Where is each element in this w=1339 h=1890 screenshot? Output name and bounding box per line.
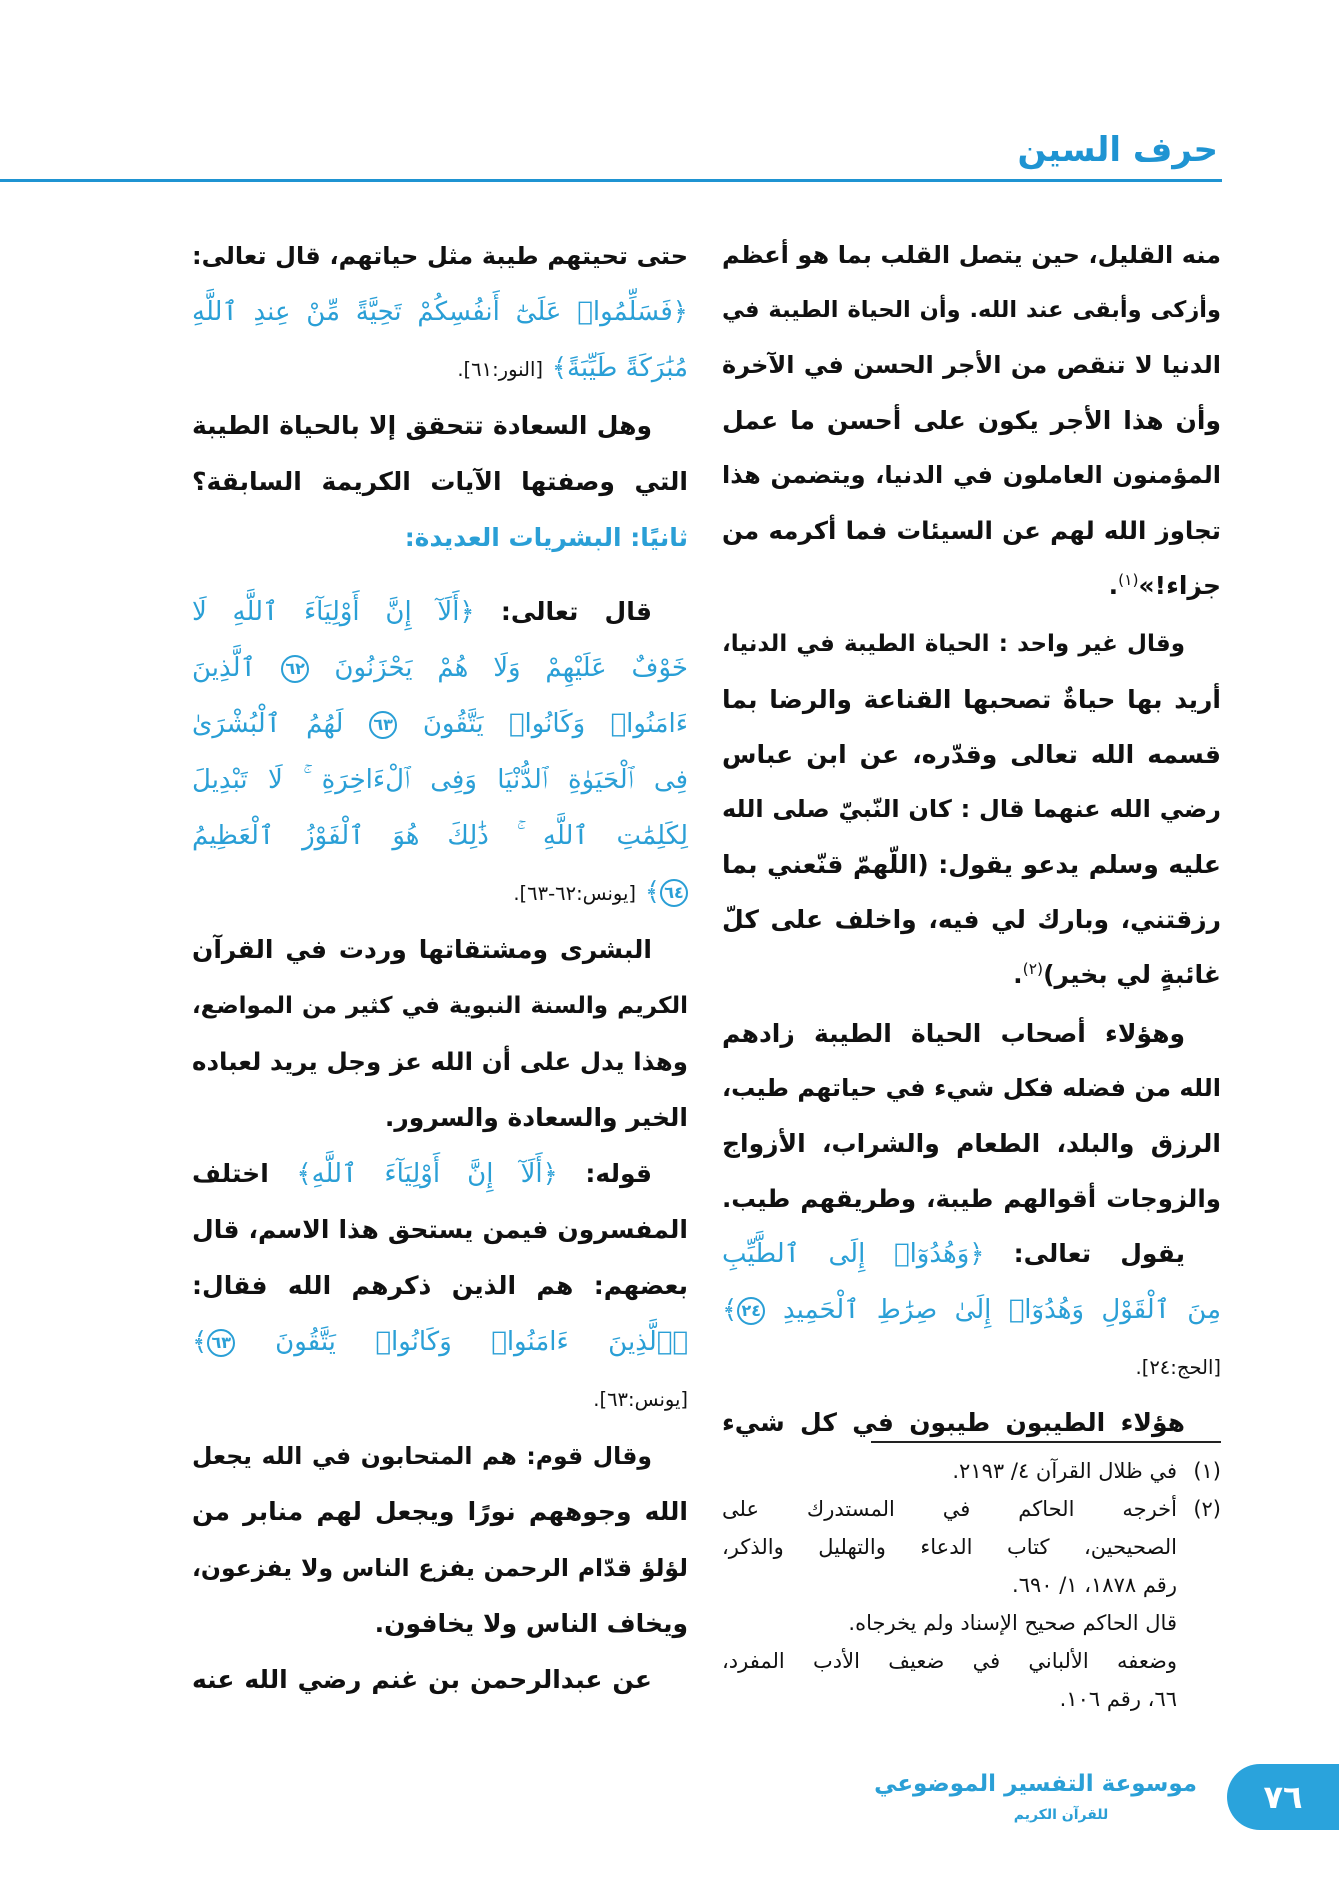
- text-line: [192, 1314, 688, 1370]
- text-line: [192, 1370, 688, 1428]
- body-text: غائبةٍ لي بخير): [1043, 960, 1221, 989]
- text-line: الدنيا لا تنقص من الأجر الحسن في الآخرة: [722, 351, 1221, 379]
- footnote-line: الصحيحين، كتاب الدعاء والتهليل والذكر،: [722, 1535, 1177, 1559]
- body-text: جزاء!»: [1138, 571, 1221, 600]
- text-line: الرزق والبلد، الطعام والشراب، الأزواج: [722, 1129, 1221, 1158]
- section-title: حرف السين: [1017, 130, 1218, 170]
- text-line: منه القليل، حين يتصل القلب بما هو أعظم: [722, 241, 1221, 269]
- footnote-line: قال الحاكم صحيح الإسناد ولم يخرجاه.: [848, 1611, 1177, 1635]
- text-line: [192, 808, 688, 864]
- text-line: [722, 1282, 1221, 1338]
- text-line: [192, 1146, 688, 1202]
- footnote-line: رقم ١٨٧٨، ١/ ٦٩٠.: [1012, 1573, 1177, 1597]
- text-line: وقال غير واحد : الحياة الطيبة في الدنيا،: [722, 631, 1185, 657]
- text-line: [722, 1338, 1221, 1395]
- text-line: [192, 864, 688, 922]
- quran-verse: مِنَ ٱلْقَوْلِ وَهُدُوٓا۟ إِلَىٰ صِرَٰطِ ٱلْحَمِيدِ: [783, 1295, 1221, 1325]
- text-line: عن عبدالرحمن بن غنم رضي الله عنه: [192, 1665, 652, 1694]
- verse-number: ٦٤: [660, 879, 688, 907]
- footnote-number: (٢): [1193, 1497, 1221, 1521]
- body-text: اختلف: [192, 1159, 269, 1188]
- text-line: تجاوز الله لهم عن السيئات فما أكرمه من: [722, 516, 1221, 545]
- text-line: وهل السعادة تتحقق إلا بالحياة الطيبة: [192, 411, 652, 440]
- footnote-line: [722, 1490, 1221, 1528]
- text-line: [722, 947, 1221, 1006]
- text-line: [722, 1226, 1221, 1282]
- quran-verse: ﴿ٱلَّذِينَ ءَامَنُوا۟ وَكَانُوا۟ يَتَّقُونَ: [275, 1327, 688, 1357]
- footnote-number: (١): [1193, 1459, 1221, 1483]
- footnote-text: في ظلال القرآن ٤/ ٢١٩٣.: [952, 1459, 1177, 1483]
- text-line: [192, 752, 688, 808]
- body-text: قال تعالى:: [500, 597, 652, 626]
- text-line: بعضهم: هم الذين ذكرهم الله فقال:: [192, 1271, 688, 1300]
- citation: [النور:٦١].: [457, 358, 544, 381]
- verse-number: ٦٣: [207, 1329, 235, 1357]
- text-line: وهذا يدل على أن الله عز وجل يريد لعباده: [192, 1047, 688, 1076]
- text-line: هؤلاء الطيبون طيبون في كل شيء: [722, 1408, 1185, 1437]
- quran-verse: ﴿فَسَلِّمُوا۟ عَلَىٰٓ أَنفُسِكُمْ تَحِيَّةً مِّنْ عِندِ ٱللَّهِ: [192, 297, 688, 327]
- text-line: [192, 584, 688, 640]
- logo-subtitle: للقرآن الكريم: [1013, 1807, 1109, 1823]
- text-line: [722, 558, 1221, 617]
- footnote-line: [722, 1452, 1221, 1490]
- text-line: [192, 340, 688, 398]
- footnotes: [722, 1452, 1221, 1718]
- left-column: [192, 228, 688, 1708]
- footnote-text: أخرجه الحاكم في المستدرك على: [722, 1497, 1177, 1521]
- header-divider: [0, 179, 1222, 182]
- citation: [يونس:٦٣].: [593, 1388, 688, 1411]
- verse-number: ٢٤: [737, 1297, 765, 1325]
- text-line: لؤلؤ قدّام الرحمن يفزع الناس ولا يفزعون،: [192, 1554, 688, 1582]
- text-line: [192, 696, 688, 752]
- text-line: وهؤلاء أصحاب الحياة الطيبة زادهم: [722, 1019, 1185, 1048]
- text-line: البشرى ومشتقاتها وردت في القرآن: [192, 935, 652, 964]
- text-line: الله من فضله فكل شيء في حياتهم طيب،: [722, 1074, 1221, 1102]
- text-line: وأزكى وأبقى عند الله. وأن الحياة الطيبة في: [722, 297, 1221, 323]
- quran-verse: لَهُمُ ٱلْبُشْرَىٰ: [192, 709, 344, 739]
- text-line: عليه وسلم يدعو يقول: (اللّهمّ قنّعني بما: [722, 850, 1221, 879]
- page-number: ٧٦: [1227, 1764, 1339, 1830]
- quran-verse: ﴿أَلَآ إِنَّ أَوْلِيَآءَ ٱللَّهِ لَا: [192, 597, 475, 627]
- text-line: رزقتني، وبارك لي فيه، واخلف على كلّ: [722, 905, 1221, 934]
- footnote-marker: (١): [1118, 571, 1139, 590]
- quran-bracket: ﴾: [722, 1295, 738, 1325]
- text-line: الخير والسعادة والسرور.: [384, 1103, 688, 1132]
- text-line: [192, 640, 688, 696]
- right-column: [722, 228, 1221, 1450]
- text-line: التي وصفتها الآيات الكريمة السابقة؟: [192, 467, 688, 496]
- citation: [يونس:٦٢-٦٣].: [513, 882, 637, 905]
- text-line: حتى تحيتهم طيبة مثل حياتهم، قال تعالى:: [192, 242, 688, 270]
- quran-verse: ءَامَنُوا۟ وَكَانُوا۟ يَتَّقُونَ: [422, 709, 688, 739]
- text-line: والزوجات أقوالهم طيبة، وطريقهم طيب.: [722, 1184, 1221, 1213]
- quran-verse: خَوْفٌ عَلَيْهِمْ وَلَا هُمْ يَحْزَنُونَ: [334, 653, 688, 683]
- section-heading: ثانيًا: البشريات العديدة:: [404, 523, 688, 552]
- quran-verse: مُبَٰرَكَةً طَيِّبَةً﴾: [551, 353, 688, 383]
- text-line: أريد بها حياةٌ تصحبها القناعة والرضا بما: [722, 685, 1221, 714]
- text-line: المؤمنون العاملون في الدنيا، ويتضمن هذا: [722, 461, 1221, 489]
- footnote-marker: (٢): [1022, 960, 1044, 979]
- body-text: يقول تعالى:: [1013, 1239, 1185, 1268]
- logo-title: موسوعة التفسير الموضوعي: [874, 1771, 1197, 1797]
- quran-verse: فِى ٱلْحَيَوٰةِ ٱلدُّنْيَا وَفِى ٱلْءَاخِرَةِ ۚ لَا تَبْدِيلَ: [192, 765, 688, 795]
- quran-verse: لِكَلِمَٰتِ ٱللَّهِ ۚ ذَٰلِكَ هُوَ ٱلْفَوْزُ ٱلْعَظِيمُ: [192, 821, 688, 851]
- text-line: المفسرون فيمن يستحق هذا الاسم، قال: [192, 1215, 688, 1244]
- quran-verse: ﴿أَلَآ إِنَّ أَوْلِيَآءَ ٱللَّهِ﴾: [296, 1159, 558, 1189]
- citation: [الحج:٢٤].: [1135, 1356, 1221, 1379]
- body-text: .: [1013, 960, 1023, 989]
- text-line: وأن هذا الأجر يكون على أحسن ما عمل: [722, 406, 1221, 435]
- quran-verse: ﴿وَهُدُوٓا۟ إِلَى ٱلطَّيِّبِ: [722, 1239, 985, 1269]
- verse-number: ٦٣: [369, 711, 397, 739]
- footnote-divider: [871, 1441, 1221, 1443]
- quran-bracket: ﴾: [644, 877, 660, 907]
- footnote-line: ٦٦، رقم ١٠٦.: [1059, 1687, 1177, 1711]
- quran-bracket: ﴾: [192, 1327, 208, 1357]
- encyclopedia-logo: [874, 1764, 1197, 1826]
- text-line: رضي الله عنهما قال : كان النّبيّ صلى الله: [722, 795, 1221, 823]
- quran-verse: ٱلَّذِينَ: [192, 653, 256, 683]
- footnote-line: وضعفه الألباني في ضعيف الأدب المفرد،: [722, 1649, 1177, 1673]
- text-line: الكريم والسنة النبوية في كثير من المواضع،: [192, 993, 688, 1019]
- body-text: قوله:: [585, 1159, 652, 1188]
- verse-number: ٦٢: [281, 655, 309, 683]
- text-line: [192, 284, 688, 340]
- text-line: وقال قوم: هم المتحابون في الله يجعل: [192, 1442, 652, 1470]
- text-line: قسمه الله تعالى وقدّره، عن ابن عباس: [722, 740, 1221, 769]
- text-line: الله وجوههم نورًا ويجعل لهم منابر من: [192, 1497, 688, 1526]
- text-line: ويخاف الناس ولا يخافون.: [374, 1609, 688, 1638]
- body-text: .: [1108, 571, 1119, 600]
